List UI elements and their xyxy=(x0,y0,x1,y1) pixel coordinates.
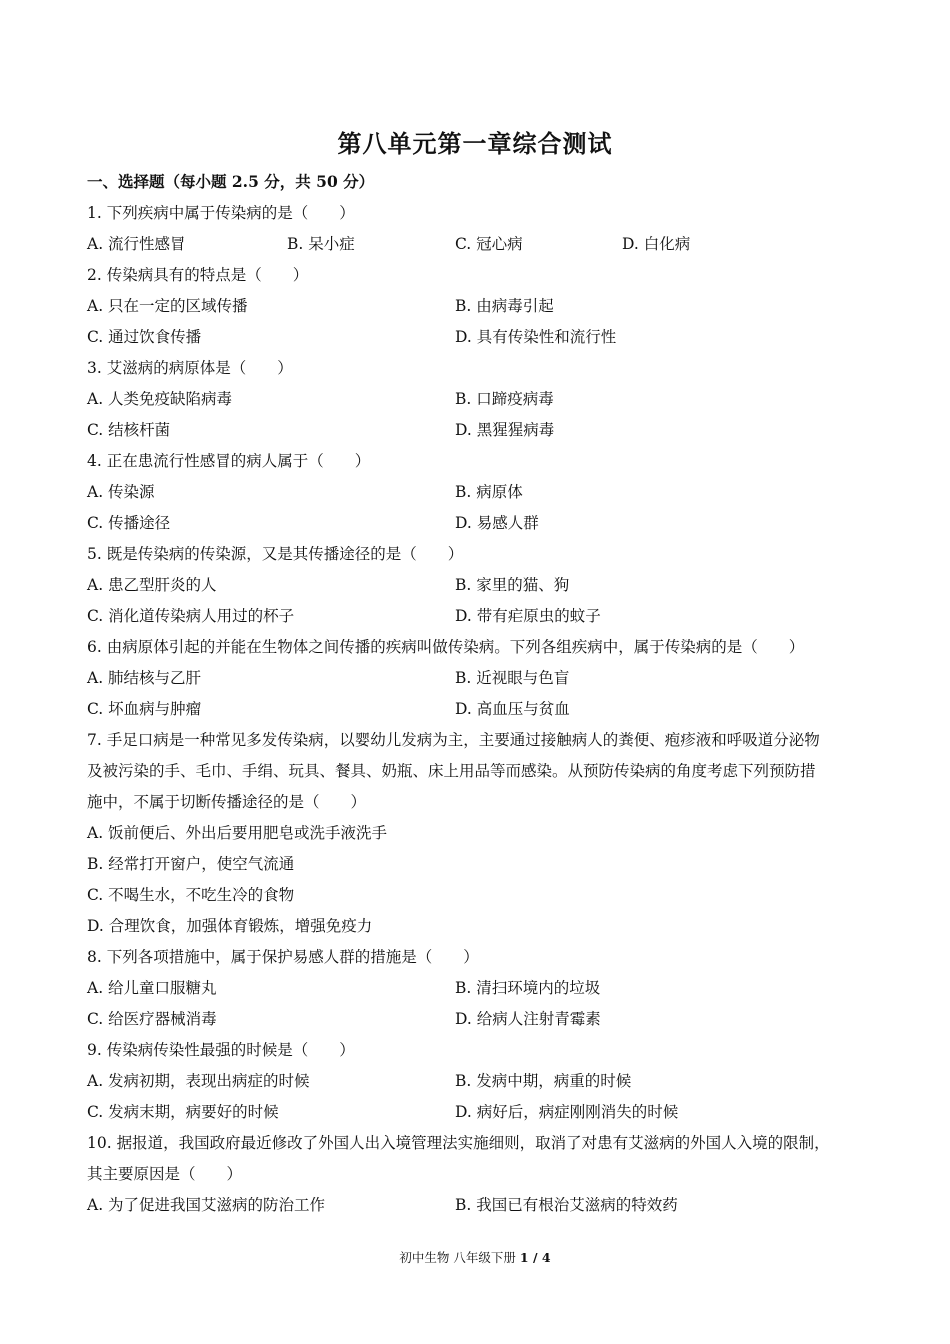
question-10-option-b: B. 我国已有根治艾滋病的特效药 xyxy=(455,1196,678,1214)
question-2-stem: 2. 传染病具有的特点是（ ） xyxy=(87,266,309,284)
question-7-option-c: C. 不喝生水，不吃生冷的食物 xyxy=(87,886,295,904)
question-1-option-a: A. 流行性感冒 xyxy=(87,235,186,253)
question-6-option-d: D. 高血压与贫血 xyxy=(455,700,570,718)
question-6-stem: 6. 由病原体引起的并能在生物体之间传播的疾病叫做传染病。下列各组疾病中，属于传染病的是（ ） xyxy=(87,638,805,656)
question-6-option-c: C. 坏血病与肿瘤 xyxy=(87,700,202,718)
question-7-option-b: B. 经常打开窗户，使空气流通 xyxy=(87,855,295,873)
question-10-option-a: A. 为了促进我国艾滋病的防治工作 xyxy=(87,1196,326,1214)
question-4-option-a: A. 传染源 xyxy=(87,483,155,501)
question-3-option-a: A. 人类免疫缺陷病毒 xyxy=(87,390,233,408)
question-3-option-c: C. 结核杆菌 xyxy=(87,421,171,439)
footer-text: 初中生物 八年级下册 xyxy=(399,1250,516,1265)
question-1-option-c: C. 冠心病 xyxy=(455,235,523,253)
question-1-option-d: D. 白化病 xyxy=(622,235,691,253)
question-4-option-b: B. 病原体 xyxy=(455,483,523,501)
question-4-option-c: C. 传播途径 xyxy=(87,514,171,532)
question-8-option-c: C. 给医疗器械消毒 xyxy=(87,1010,217,1028)
question-7-stem-line-1: 7. 手足口病是一种常见多发传染病，以婴幼儿发病为主，主要通过接触病人的粪便、疱疹液和呼吸道分泌物 xyxy=(87,731,820,749)
question-2-option-d: D. 具有传染性和流行性 xyxy=(455,328,617,346)
question-7-option-a: A. 饭前便后、外出后要用肥皂或洗手液洗手 xyxy=(87,824,388,842)
question-4-option-d: D. 易感人群 xyxy=(455,514,539,532)
question-1-option-b: B. 呆小症 xyxy=(287,235,355,253)
question-4-stem: 4. 正在患流行性感冒的病人属于（ ） xyxy=(87,452,371,470)
question-6-option-b: B. 近视眼与色盲 xyxy=(455,669,570,687)
question-7-option-d: D. 合理饮食，加强体育锻炼，增强免疫力 xyxy=(87,917,373,935)
question-10-stem-line-2: 其主要原因是（ ） xyxy=(87,1165,243,1183)
question-8-stem: 8. 下列各项措施中，属于保护易感人群的措施是（ ） xyxy=(87,948,479,966)
question-5-option-a: A. 患乙型肝炎的人 xyxy=(87,576,217,594)
question-2-option-a: A. 只在一定的区域传播 xyxy=(87,297,248,315)
question-9-option-a: A. 发病初期，表现出病症的时候 xyxy=(87,1072,310,1090)
page-footer xyxy=(0,1248,950,1266)
question-1-stem: 1. 下列疾病中属于传染病的是（ ） xyxy=(87,204,355,222)
question-9-option-b: B. 发病中期，病重的时候 xyxy=(455,1072,632,1090)
question-7-stem-line-3: 施中，不属于切断传播途径的是（ ） xyxy=(87,793,367,811)
question-5-option-b: B. 家里的猫、狗 xyxy=(455,576,570,594)
question-9-option-d: D. 病好后，病症刚刚消失的时候 xyxy=(455,1103,679,1121)
question-3-option-d: D. 黑猩猩病毒 xyxy=(455,421,555,439)
page-number: 1 / 4 xyxy=(519,1250,551,1265)
question-9-stem: 9. 传染病传染性最强的时候是（ ） xyxy=(87,1041,355,1059)
question-10-stem-line-1: 10. 据报道，我国政府最近修改了外国人出入境管理法实施细则，取消了对患有艾滋病的外国人入境的限制， xyxy=(87,1134,830,1152)
question-5-option-c: C. 消化道传染病人用过的杯子 xyxy=(87,607,295,625)
question-3-option-b: B. 口蹄疫病毒 xyxy=(455,390,554,408)
question-5-stem: 5. 既是传染病的传染源，又是其传播途径的是（ ） xyxy=(87,545,464,563)
question-5-option-d: D. 带有疟原虫的蚊子 xyxy=(455,607,601,625)
section-heading: 一、选择题（每小题 2.5 分，共 50 分） xyxy=(87,172,375,191)
question-6-option-a: A. 肺结核与乙肝 xyxy=(87,669,202,687)
page-title: 第八单元第一章综合测试 xyxy=(337,129,613,158)
question-7-stem-line-2: 及被污染的手、毛巾、手绢、玩具、餐具、奶瓶、床上用品等而感染。从预防传染病的角度考虑下列预防措 xyxy=(87,762,816,780)
question-8-option-d: D. 给病人注射青霉素 xyxy=(455,1010,601,1028)
question-3-stem: 3. 艾滋病的病原体是（ ） xyxy=(87,359,293,377)
question-8-option-b: B. 清扫环境内的垃圾 xyxy=(455,979,601,997)
question-2-option-c: C. 通过饮食传播 xyxy=(87,328,202,346)
question-9-option-c: C. 发病末期，病要好的时候 xyxy=(87,1103,279,1121)
question-2-option-b: B. 由病毒引起 xyxy=(455,297,554,315)
question-8-option-a: A. 给儿童口服糖丸 xyxy=(87,979,217,997)
